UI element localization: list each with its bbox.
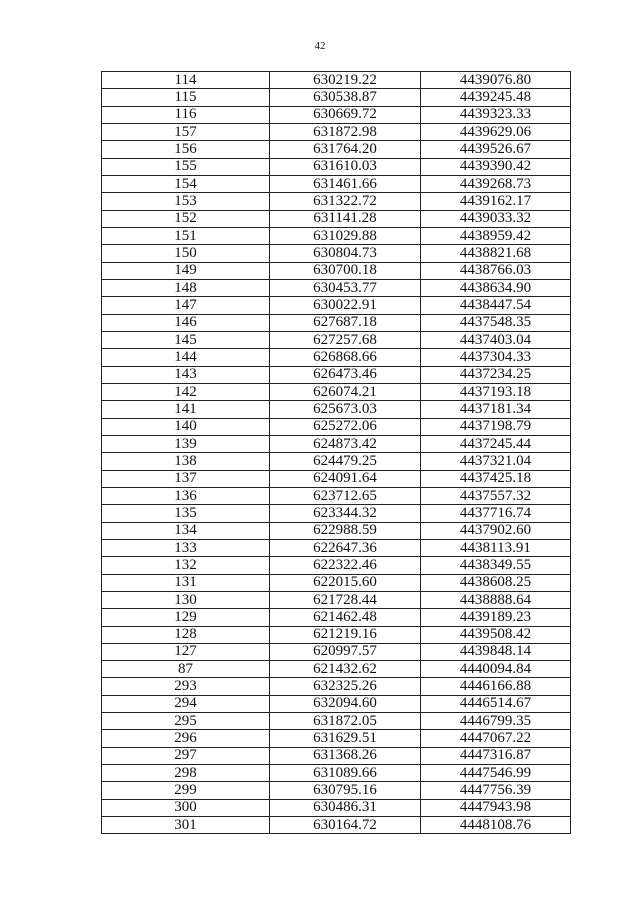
y-coordinate-cell: 4439323.33 [421, 106, 571, 123]
table-row [102, 401, 571, 418]
point-number-cell: 157 [102, 123, 270, 140]
x-coordinate-cell: 631610.03 [270, 158, 421, 175]
y-coordinate-cell: 4447316.87 [421, 747, 571, 764]
y-coordinate-cell: 4439390.42 [421, 158, 571, 175]
point-number-cell: 129 [102, 609, 270, 626]
table-row [102, 574, 571, 591]
x-coordinate-cell: 630538.87 [270, 89, 421, 106]
point-number-cell: 142 [102, 383, 270, 400]
table-row [102, 72, 571, 89]
table-row [102, 314, 571, 331]
table-row [102, 661, 571, 678]
table-row [102, 366, 571, 383]
point-number-cell: 293 [102, 678, 270, 695]
table-row [102, 245, 571, 262]
y-coordinate-cell: 4438608.25 [421, 574, 571, 591]
point-number-cell: 295 [102, 713, 270, 730]
point-number-cell: 146 [102, 314, 270, 331]
x-coordinate-cell: 630804.73 [270, 245, 421, 262]
x-coordinate-cell: 622015.60 [270, 574, 421, 591]
x-coordinate-cell: 621219.16 [270, 626, 421, 643]
x-coordinate-cell: 623712.65 [270, 487, 421, 504]
x-coordinate-cell: 622988.59 [270, 522, 421, 539]
table-row [102, 227, 571, 244]
table-row [102, 331, 571, 348]
table-row [102, 262, 571, 279]
x-coordinate-cell: 631368.26 [270, 747, 421, 764]
y-coordinate-cell: 4437557.32 [421, 487, 571, 504]
table-row [102, 539, 571, 556]
y-coordinate-cell: 4438888.64 [421, 591, 571, 608]
table-row [102, 522, 571, 539]
point-number-cell: 300 [102, 799, 270, 816]
table-row [102, 643, 571, 660]
table-row [102, 383, 571, 400]
point-number-cell: 137 [102, 470, 270, 487]
point-number-cell: 150 [102, 245, 270, 262]
point-number-cell: 299 [102, 782, 270, 799]
point-number-cell: 151 [102, 227, 270, 244]
table-row [102, 799, 571, 816]
x-coordinate-cell: 631029.88 [270, 227, 421, 244]
y-coordinate-cell: 4437716.74 [421, 505, 571, 522]
table-row [102, 141, 571, 158]
y-coordinate-cell: 4447943.98 [421, 799, 571, 816]
x-coordinate-cell: 625673.03 [270, 401, 421, 418]
table-row [102, 747, 571, 764]
y-coordinate-cell: 4446514.67 [421, 695, 571, 712]
x-coordinate-cell: 620997.57 [270, 643, 421, 660]
y-coordinate-cell: 4438349.55 [421, 557, 571, 574]
x-coordinate-cell: 630795.16 [270, 782, 421, 799]
table-row [102, 713, 571, 730]
x-coordinate-cell: 630486.31 [270, 799, 421, 816]
table-row [102, 435, 571, 452]
point-number-cell: 138 [102, 453, 270, 470]
table-row [102, 175, 571, 192]
y-coordinate-cell: 4440094.84 [421, 661, 571, 678]
y-coordinate-cell: 4438821.68 [421, 245, 571, 262]
x-coordinate-cell: 624091.64 [270, 470, 421, 487]
table-row [102, 158, 571, 175]
point-number-cell: 132 [102, 557, 270, 574]
y-coordinate-cell: 4439033.32 [421, 210, 571, 227]
table-row [102, 765, 571, 782]
x-coordinate-cell: 621462.48 [270, 609, 421, 626]
point-number-cell: 154 [102, 175, 270, 192]
point-number-cell: 130 [102, 591, 270, 608]
y-coordinate-cell: 4438959.42 [421, 227, 571, 244]
point-number-cell: 143 [102, 366, 270, 383]
table-row [102, 817, 571, 834]
table-row [102, 505, 571, 522]
y-coordinate-cell: 4437403.04 [421, 331, 571, 348]
table-row [102, 106, 571, 123]
point-number-cell: 128 [102, 626, 270, 643]
point-number-cell: 141 [102, 401, 270, 418]
point-number-cell: 155 [102, 158, 270, 175]
y-coordinate-cell: 4439526.67 [421, 141, 571, 158]
table-row [102, 678, 571, 695]
y-coordinate-cell: 4439076.80 [421, 72, 571, 89]
x-coordinate-cell: 623344.32 [270, 505, 421, 522]
y-coordinate-cell: 4438447.54 [421, 297, 571, 314]
x-coordinate-cell: 630219.22 [270, 72, 421, 89]
y-coordinate-cell: 4437198.79 [421, 418, 571, 435]
point-number-cell: 134 [102, 522, 270, 539]
x-coordinate-cell: 631629.51 [270, 730, 421, 747]
x-coordinate-cell: 630669.72 [270, 106, 421, 123]
table-row [102, 89, 571, 106]
table-row [102, 123, 571, 140]
y-coordinate-cell: 4446799.35 [421, 713, 571, 730]
table-row [102, 470, 571, 487]
x-coordinate-cell: 631089.66 [270, 765, 421, 782]
x-coordinate-cell: 631764.20 [270, 141, 421, 158]
table-row [102, 609, 571, 626]
table-row [102, 210, 571, 227]
point-number-cell: 140 [102, 418, 270, 435]
x-coordinate-cell: 626868.66 [270, 349, 421, 366]
table-row [102, 557, 571, 574]
point-number-cell: 301 [102, 817, 270, 834]
point-number-cell: 147 [102, 297, 270, 314]
coordinate-table-body [102, 72, 571, 834]
y-coordinate-cell: 4438113.91 [421, 539, 571, 556]
point-number-cell: 135 [102, 505, 270, 522]
point-number-cell: 131 [102, 574, 270, 591]
y-coordinate-cell: 4446166.88 [421, 678, 571, 695]
y-coordinate-cell: 4439629.06 [421, 123, 571, 140]
y-coordinate-cell: 4437245.44 [421, 435, 571, 452]
table-row [102, 695, 571, 712]
y-coordinate-cell: 4439245.48 [421, 89, 571, 106]
table-row [102, 193, 571, 210]
coordinate-table [101, 71, 571, 834]
point-number-cell: 297 [102, 747, 270, 764]
x-coordinate-cell: 627687.18 [270, 314, 421, 331]
point-number-cell: 149 [102, 262, 270, 279]
y-coordinate-cell: 4437425.18 [421, 470, 571, 487]
y-coordinate-cell: 4437193.18 [421, 383, 571, 400]
table-row [102, 279, 571, 296]
y-coordinate-cell: 4437548.35 [421, 314, 571, 331]
point-number-cell: 144 [102, 349, 270, 366]
point-number-cell: 87 [102, 661, 270, 678]
point-number-cell: 156 [102, 141, 270, 158]
point-number-cell: 153 [102, 193, 270, 210]
point-number-cell: 298 [102, 765, 270, 782]
x-coordinate-cell: 630453.77 [270, 279, 421, 296]
table-row [102, 782, 571, 799]
y-coordinate-cell: 4437234.25 [421, 366, 571, 383]
point-number-cell: 148 [102, 279, 270, 296]
x-coordinate-cell: 621432.62 [270, 661, 421, 678]
table-row [102, 591, 571, 608]
point-number-cell: 136 [102, 487, 270, 504]
y-coordinate-cell: 4439189.23 [421, 609, 571, 626]
y-coordinate-cell: 4439162.17 [421, 193, 571, 210]
table-row [102, 297, 571, 314]
x-coordinate-cell: 631872.98 [270, 123, 421, 140]
y-coordinate-cell: 4447756.39 [421, 782, 571, 799]
y-coordinate-cell: 4439508.42 [421, 626, 571, 643]
y-coordinate-cell: 4437304.33 [421, 349, 571, 366]
x-coordinate-cell: 632325.26 [270, 678, 421, 695]
y-coordinate-cell: 4437321.04 [421, 453, 571, 470]
y-coordinate-cell: 4438766.03 [421, 262, 571, 279]
point-number-cell: 115 [102, 89, 270, 106]
x-coordinate-cell: 627257.68 [270, 331, 421, 348]
y-coordinate-cell: 4439268.73 [421, 175, 571, 192]
y-coordinate-cell: 4447067.22 [421, 730, 571, 747]
x-coordinate-cell: 622322.46 [270, 557, 421, 574]
y-coordinate-cell: 4447546.99 [421, 765, 571, 782]
page-number: 42 [314, 40, 326, 52]
y-coordinate-cell: 4438634.90 [421, 279, 571, 296]
y-coordinate-cell: 4437181.34 [421, 401, 571, 418]
x-coordinate-cell: 630022.91 [270, 297, 421, 314]
point-number-cell: 294 [102, 695, 270, 712]
point-number-cell: 116 [102, 106, 270, 123]
x-coordinate-cell: 630164.72 [270, 817, 421, 834]
table-row [102, 418, 571, 435]
table-row [102, 487, 571, 504]
point-number-cell: 127 [102, 643, 270, 660]
point-number-cell: 296 [102, 730, 270, 747]
x-coordinate-cell: 632094.60 [270, 695, 421, 712]
x-coordinate-cell: 631322.72 [270, 193, 421, 210]
table-row [102, 453, 571, 470]
point-number-cell: 114 [102, 72, 270, 89]
x-coordinate-cell: 624873.42 [270, 435, 421, 452]
point-number-cell: 145 [102, 331, 270, 348]
table-row [102, 730, 571, 747]
y-coordinate-cell: 4439848.14 [421, 643, 571, 660]
x-coordinate-cell: 621728.44 [270, 591, 421, 608]
x-coordinate-cell: 626074.21 [270, 383, 421, 400]
x-coordinate-cell: 631872.05 [270, 713, 421, 730]
x-coordinate-cell: 626473.46 [270, 366, 421, 383]
x-coordinate-cell: 625272.06 [270, 418, 421, 435]
x-coordinate-cell: 631461.66 [270, 175, 421, 192]
table-row [102, 349, 571, 366]
point-number-cell: 152 [102, 210, 270, 227]
y-coordinate-cell: 4448108.76 [421, 817, 571, 834]
point-number-cell: 139 [102, 435, 270, 452]
point-number-cell: 133 [102, 539, 270, 556]
x-coordinate-cell: 631141.28 [270, 210, 421, 227]
table-row [102, 626, 571, 643]
x-coordinate-cell: 622647.36 [270, 539, 421, 556]
y-coordinate-cell: 4437902.60 [421, 522, 571, 539]
x-coordinate-cell: 624479.25 [270, 453, 421, 470]
x-coordinate-cell: 630700.18 [270, 262, 421, 279]
